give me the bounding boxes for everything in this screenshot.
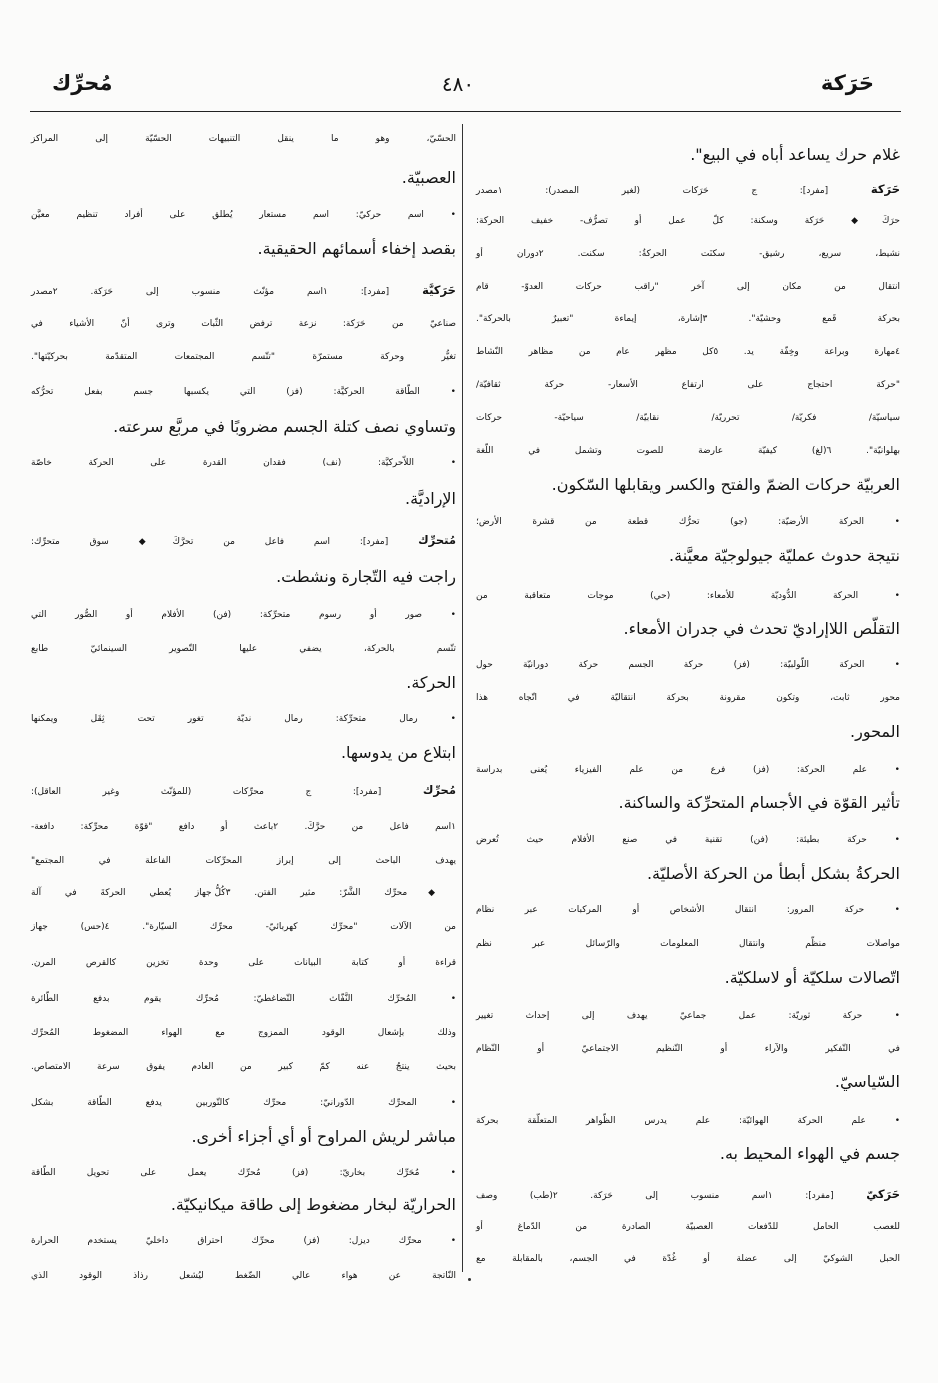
right-column-line-14: التقلّص اللاإراديّ تحدث في جدران الأمعاء. [623, 619, 900, 638]
right-column [476, 0, 900, 1383]
left-column-line-26: بحيث ينتجُ عنه كمّ كبير من العادم يفوق سرعة الامتصاص. [31, 1062, 456, 1072]
subentry-line-l9: • اللاّحركيَّة: (نف) فقدان القدرة على الحركة خاصّة [31, 458, 456, 468]
subentry-line-l2: • اسم حركيّ: اسم مستعار يُطلق على أفراد تنظيم معيَّن [31, 210, 456, 220]
page-number: ٤٨٠ [441, 72, 475, 96]
right-column-line-21: الحركةُ بشكل أبطأ من الحركة الأصليّة. [646, 864, 900, 883]
subentry-line-l7: • الطّاقة الحركيَّة: (فز) التي يكسبها جسم بفعل تحرُّكه [31, 387, 456, 397]
right-column-line-9: بهلوانيّة". ٦(لغ) كيفيّة عارضة للصوت وتشمل في اللّغة [476, 446, 900, 456]
left-column-line-3: بقصد إخفاء أسمائهم الحقيقية. [257, 239, 456, 258]
subentry-line-l29: • مُحَرِّك بخاريّ: (فز) مُحرِّك يعمل على تحويل الطّاقة [31, 1168, 456, 1178]
headword-muharrik: مُحرِّك [422, 783, 456, 797]
right-column-line-12: نتيجة حدوث عمليّة جيولوجيّة معيَّنة. [669, 546, 900, 565]
right-column-line-5: بحركة قَمع وحشيّة". ٣إشارة، إيماءة "تعبيرٌ بالحركة". [476, 314, 900, 324]
subentry-line-l24: • المُحرِّك النَّفّاث التّضاغطيّ: مُحرِّك يقوم بدفع الطّائرة [31, 994, 456, 1004]
left-column-line-1: العصبيّة. [401, 168, 456, 187]
right-column-line-3: نشيط، سريع، رشيق- سكنَت الحركةُ: سكنت. ٢دوران أو [476, 249, 900, 259]
left-column-line-12: راجت فيه التّجارة ونشطت. [276, 567, 456, 586]
subentry-line-18: • علم الحركة: (فز) فرع من علم الفيزياء يُعنى بدراسة [476, 765, 900, 775]
left-column-line-23: قراءة أو كتابة البيانات على وحدة تخزين كالقرص المرن. [31, 958, 456, 968]
left-column-line-22: من الآلات "محرِّك كهربائيّ- محرِّك السيّارة". ٤(حس) جهاز [31, 922, 456, 932]
left-column-line-19: ١اسم فاعل من حرَّكَ. ٢باعث أو دافع "قوّة محرِّكة: دافعة- [31, 822, 456, 832]
left-column-line-20: يهدف الباحث إلى إبراز المحرِّكات الفاعلة في المجتمع" [31, 856, 456, 866]
right-column-line-24: اتّصالات سلكيّة أو لاسلكيّة. [724, 968, 900, 987]
right-column-line-23: مواصلات منظّم وانتقال المعلومات والرّسائل عبر نظم [476, 939, 900, 949]
right-guide-word: حَرَكة [820, 71, 874, 95]
column-divider [462, 124, 463, 1272]
right-column-line-19: تأثير القوّة في الأجسام المتحرِّكة والساكنة. [618, 793, 900, 812]
left-column-line-17: ابتلاع من يدوسها. [340, 743, 456, 762]
subentry-line-22: • حركة المرور: انتقال الأشخاص أو المركبات عبر نظام [476, 905, 900, 915]
right-column-line-31: للعصب الحامل للدّفعات العصبيّة الصادرة من الدّماغ أو [476, 1222, 900, 1232]
entry-definition: [مفرد]: ج حَرَكات (لغير المصدر): ١مصدر [476, 186, 829, 196]
subentry-line-25: • حركة ثوريّة: عمل جماعيّ يهدف إلى إحداث تغيير [476, 1011, 900, 1021]
divider-end-mark [468, 1278, 471, 1281]
right-column-line-4: انتقال من مكان إلى آخر "راقب حركات العدوّ- قام [476, 282, 900, 292]
subentry-line-28: • علم الحركة الهوائيّة: علم يدرس الظّواهر المتعلّقة بحركة [476, 1116, 900, 1126]
left-column-line-6: تغيُّر وحركة مستمرّة "تتّسم المجتمعات المتقدّمة بحركيّتها". [31, 352, 456, 362]
left-column-line-8: وتساوي نصف كتلة الجسم مضروبًا في مربَّع سرعته. [113, 417, 456, 436]
entry-definition: [مفرد]: اسم فاعل من تحرَّكَ◆ سوق متحرِّك: [31, 537, 389, 547]
subentry-line-11: • الحركة الأرضيّة: (جو) تحرُّك قطعة من قشرة الأرض؛ [476, 517, 900, 527]
right-column-line-6: ٤مهارة وبراعة وخِفّة يد. ٥كل مظهر عام من مظاهر النّشاط [476, 347, 901, 357]
subentry-line-l31: • محرِّك ديزل: (فز) محرِّك احتراق داخليّ يستخدم الحرارة [31, 1236, 456, 1246]
headword-harakiyya: حَرَكيَّة [422, 283, 456, 297]
left-column-line-14: تتّسم بالحركة، يضفي عليها التّصوير السينمائيّ طابع [31, 644, 456, 654]
entry-line-muharrik [31, 775, 456, 805]
headword-haraki: حَرَكيّ [866, 1187, 900, 1201]
left-column-line-25: وذلك بإشعال الوقود الممزوج مع الهواء المضغوط المُحرِّك [31, 1028, 456, 1038]
entry-line-mutaharrik [31, 525, 456, 555]
right-column-line-16: محور ثابت، وتكون مقرونة بحركة انتقاليّة في اتّجاه هذا [476, 693, 900, 703]
subentry-line-l16: • رمال متحرِّكة: رمال نديّة تغور تحت ثِقَل ويمكنها [31, 714, 456, 724]
subentry-line-20: • حركة بطيئة: (فن) تقنية في صنع الأفلام حيث تُعرض [476, 835, 900, 845]
left-column-line-28: مباشر لريش المراوح أو أي أجزاء أخرى. [191, 1127, 456, 1146]
left-column-line-21: ◆محرِّك الشَّرّ: مثير الفتن. ٣كُلُّ جهاز يُعطي الحركةَ في آلة [31, 888, 457, 898]
right-column-line-2: حرَكَ◆ حَرَكة وسكنة: كلّ عمل أو تصرُّف- خفيف الحركة: [476, 216, 900, 226]
left-column-line-15: الحركة. [406, 673, 456, 692]
headword-mutaharrik: مُتحرِّك [418, 533, 456, 547]
subentry-line-l13: • صور أو رسوم متحرِّكة: (فن) الأفلام أو الصُّور التي [31, 610, 456, 620]
entry-definition: [مفرد]: ١اسم منسوب إلى حَرَكة. ٢(طب) وصف [476, 1191, 834, 1201]
right-column-line-27: السّياسيّ. [834, 1072, 900, 1091]
right-column-line-8: سياسيّة/ فكريّة/ تحرريّة/ نقابيّة/ سياحيّة- حركات [476, 413, 900, 423]
subentry-line-13: • الحركة الدُّوديّة للأمعاء: (حي) موجات متعاقبة من [476, 591, 900, 601]
right-column-line-26: في التّفكير والآراء أو التّنظيم الاجتماعيّ أو النّظام [476, 1044, 900, 1054]
right-column-line-17: المحور. [850, 722, 900, 741]
left-column [31, 0, 456, 1383]
left-column-line-32: النّاتجة عن هواء عالي الضّغط ليُشعل رذاذ الوقود الذي [31, 1271, 456, 1281]
headword-haraka: حَرَكة [870, 182, 900, 196]
left-column-line-10: الإراديَّة. [405, 489, 456, 508]
right-column-line-7: "حركة احتجاج على ارتفاع الأسعار- حركة ثقافيّة/ [476, 380, 900, 390]
right-column-line-0: غلام حرك يساعد أباه في البيع". [690, 145, 900, 164]
left-guide-word: مُحرِّك [52, 71, 113, 95]
right-column-line-32: الحبل الشوكيّ إلى عضلة أو غُدّة في الجسم، بالمقابلة مع [476, 1254, 900, 1264]
entry-definition: [مفرد]: ج محرِّكات (للمؤنّث وغير العاقل): [31, 787, 382, 797]
left-column-line-30: الحراريّة لبخار مضغوط إلى طاقة ميكانيكيّة. [170, 1195, 456, 1214]
subentry-line-l27: • المحرِّك الدّورانيّ: محرِّك كالتّوربين يدفع الطّاقة بشكل [31, 1098, 456, 1108]
left-column-line-0: الحسّيّ، وهو ما ينقل التنبيهات الحسّيّة إلى المراكز [31, 134, 456, 144]
right-column-line-29: جسم في الهواء المحيط به. [719, 1144, 900, 1163]
subentry-line-15: • الحركة اللّولبيّة: (فز) حركة الجسم حركة دورانيّة حول [476, 660, 900, 670]
entry-line-haraki [476, 1179, 900, 1209]
entry-line-haraka [476, 174, 900, 204]
right-column-line-10: العربيّة حركات الضمّ والفتح والكسر ويقابلها السّكون. [551, 475, 900, 494]
entry-line-harakiyya [31, 275, 456, 305]
entry-definition: [مفرد]: ١اسم مؤنّث منسوب إلى حَرَكة. ٢مصدر [31, 287, 390, 297]
left-column-line-5: صناعيّ من حَرَكة: نزعة ترفض الثّبات وترى أنّ الأشياء في [31, 319, 456, 329]
